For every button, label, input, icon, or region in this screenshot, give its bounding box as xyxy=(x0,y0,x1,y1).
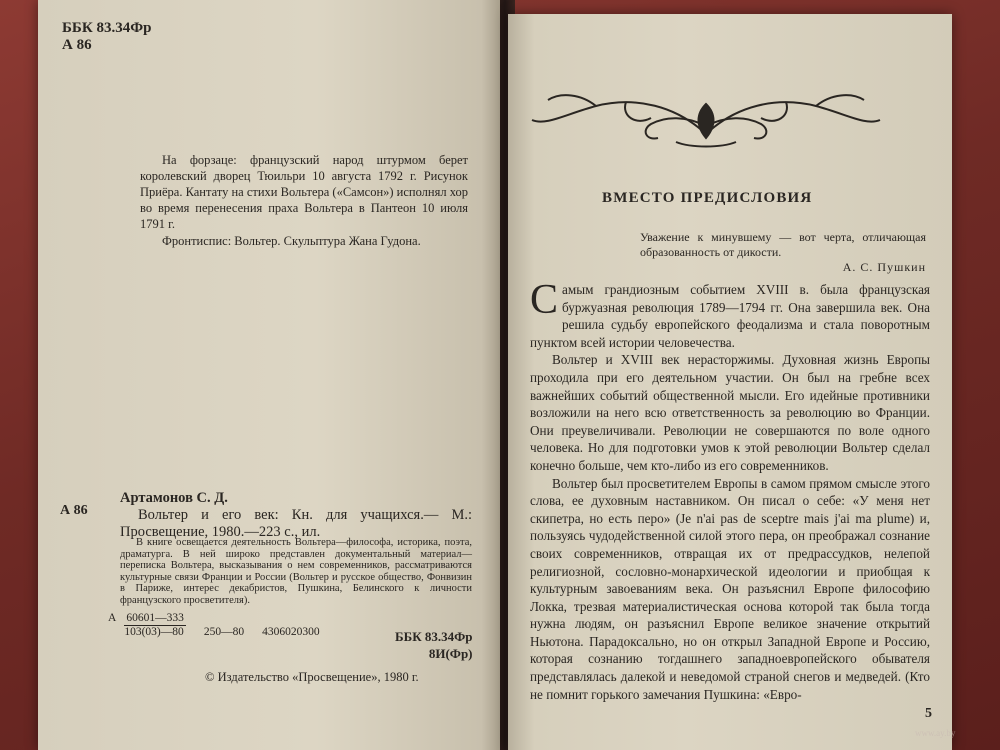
isbn-code: 4306020300 xyxy=(262,626,320,638)
bbk-bottom-code: ББК 83.34Фр xyxy=(395,629,473,644)
epigraph-author: А. С. Пушкин xyxy=(842,260,926,274)
annotation-text: В книге освещается деятельность Вольтера—философа, историка, поэта, драматурга. В ней широко представлен документальный материал—переписка Вольтера, высказывания о нем современников, рассматриваются культурные связи Франции и России (Вольтер и русское общество, Фонвизин в Париже, интерес декабристов, Пушкина, Белинского к личности французского просветителя). xyxy=(120,537,472,606)
code-fraction xyxy=(124,612,186,639)
bibliographic-record xyxy=(120,490,472,541)
epigraph-text: Уважение к минувшему — вот черта, отличающая образованность от дикости. xyxy=(640,230,926,259)
code-denominator: 103(03)—80 xyxy=(124,626,184,638)
forzac-text: На форзаце: французский народ штурмом берет королевский дворец Тюильри 10 августа 1792 г. Рисунок Приёра. Кантату на стихи Вольтера («Самсон») исполнял хор во время перенесения праха Вольтера в Пантеон 10 июля 1791 г. xyxy=(140,153,468,231)
forzac-note xyxy=(140,152,468,232)
book-description: Вольтер и его век: Кн. для учащихся.— М.: Просвещение, 1980.—223 с., ил. xyxy=(120,507,472,540)
bbk-bottom-sub: 8И(Фр) xyxy=(428,646,473,661)
catalog-mark: А 86 xyxy=(60,503,88,518)
headpiece-ornament-icon xyxy=(526,86,886,156)
bbk-code: ББК 83.34Фр xyxy=(62,20,152,36)
copyright: © Издательство «Просвещение», 1980 г. xyxy=(205,670,419,684)
code-numerator: 60601—333 xyxy=(126,612,184,624)
paragraph-1 xyxy=(530,277,930,351)
main-text xyxy=(530,277,930,703)
bbk-header xyxy=(62,20,151,54)
frontispiece-note: Фронтиспис: Вольтер. Скульптура Жана Гудона. xyxy=(162,234,421,248)
code-rest: 250—80 xyxy=(203,626,245,638)
book-author: Артамонов С. Д. xyxy=(120,490,228,506)
chapter-heading: ВМЕСТО ПРЕДИСЛОВИЯ xyxy=(602,190,813,206)
watermark: www.ay.by xyxy=(915,728,956,738)
annotation xyxy=(120,537,472,606)
epigraph xyxy=(640,230,926,275)
paragraph-3: Вольтер был просветителем Европы в самом прямом смысле этого слова, ее духовным наставником. Он писал о себе: «У меня нет скипетра, но есть перо» (Je n'ai pas de sceptre mais j'ai ma plume) и, пользуясь чудодейственной силой этого пера, он преображал сознание своих современников, отвращая их от предрассудков, нелепой религиозной, сословно-монархической идеологии и приобщая к культурным завоеваниям века. Он разъяснил Европе философию Локка, трезвая материалистическая основа которой так была тогда нужна людям, он разъяснил Европе великое значение открытий Ньютона. Парадоксально, но он открыл Западной Европе и Россию, которая сознанию тогдашнего западноевропейского обывателя представлялась далекой и неведомой страной снегов и медведей. (Кто не помнит горького замечания Пушкина: «Евро- xyxy=(530,475,930,702)
drop-cap: С xyxy=(530,277,559,323)
author-mark: А 86 xyxy=(62,37,92,53)
page-number: 5 xyxy=(925,706,932,721)
paragraph-1-text: амым грандиозным событием XVIII в. была французская буржуазная революция 1789—1794 гг. Она завершила век. Она решила судьбу европейского феодализма и стала поворотным пунктом всей истории человечества. xyxy=(530,282,930,350)
paragraph-2: Вольтер и XVIII век нерасторжимы. Духовная жизнь Европы проходила при его деятельном участии. Он был на гребне всех важнейших событий общественной мысли. Его идейные противники возложили на него всю ответственность за революцию во Франции. Они преувеличивали. Революции не совершаются по воле одного человека. Но для подготовки умов к этой революции Вольтер сделал конечно больше, чем кто-либо из его современников. xyxy=(530,352,930,473)
code-letter: А xyxy=(108,612,117,624)
bbk-footer xyxy=(395,628,473,662)
